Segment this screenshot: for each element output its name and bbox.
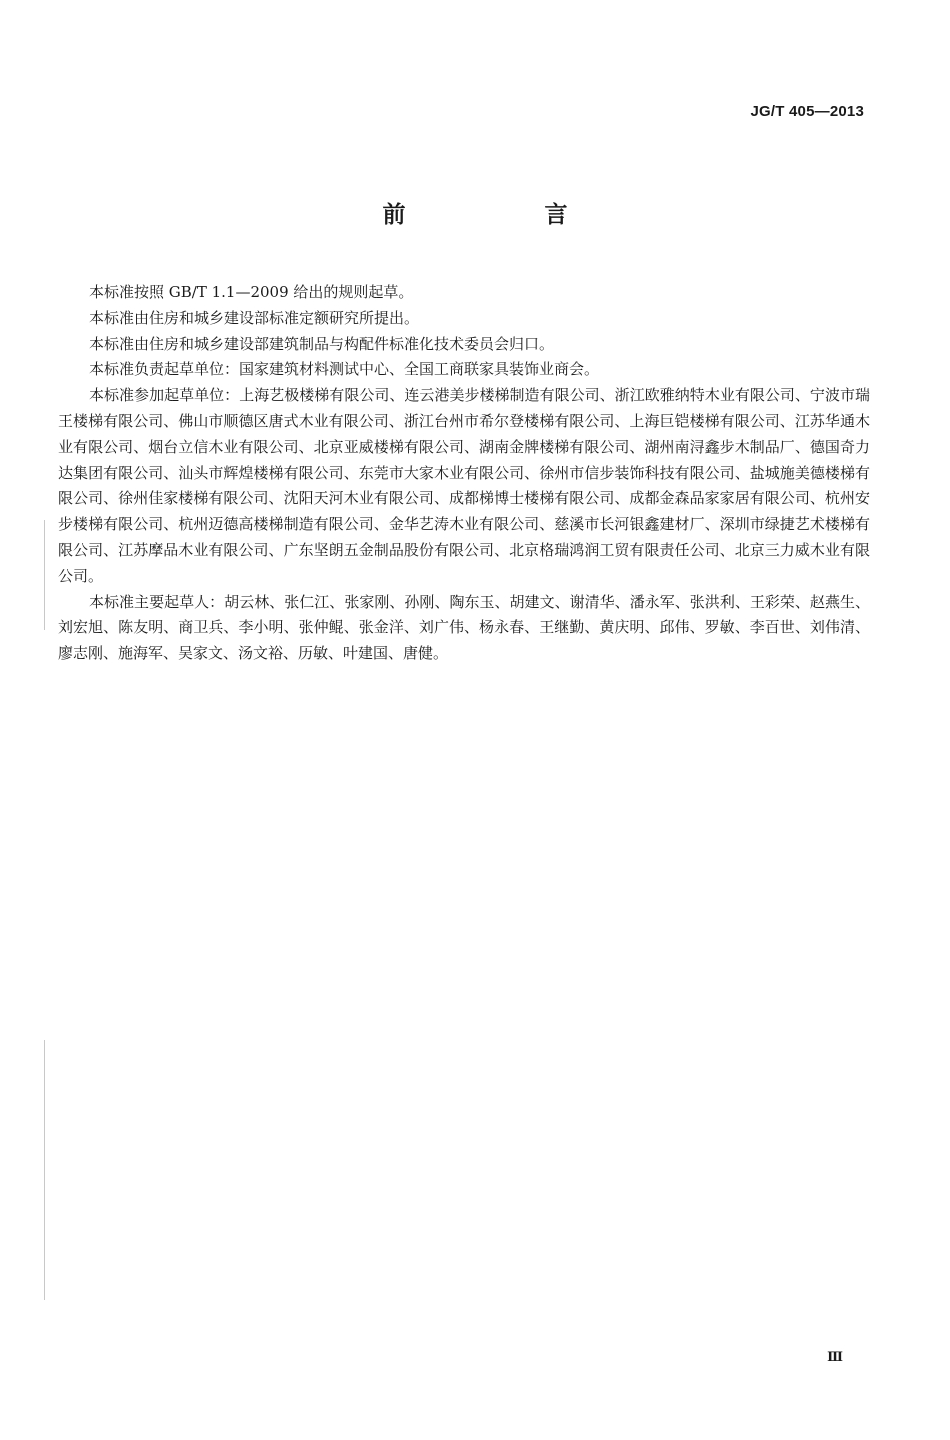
paragraph-drafting-rules: 本标准按照 GB/T 1.1—2009 给出的规则起草。 — [89, 283, 414, 301]
scan-edge-mark — [44, 520, 45, 630]
page-title: 前 言 — [382, 202, 626, 228]
paragraph-participating-units: 本标准参加起草单位：上海艺极楼梯有限公司、连云港美步楼梯制造有限公司、浙江欧雅纳特木业有限公司、宁波市瑞王楼梯有限公司、佛山市顺德区唐式木业有限公司、浙江台州市希尔登楼梯有限公司、上海巨铠楼梯有限公司、江苏华通木业有限公司、烟台立信木业有限公司、北京亚威楼梯有限公司、湖南金牌楼梯有限公司、湖州南浔鑫步木制品厂、德国奇力达集团有限公司、汕头市辉煌楼梯有限公司、东莞市大家木业有限公司、徐州市信步装饰科技有限公司、盐城施美德楼梯有限公司、徐州佳家楼梯有限公司、沈阳天河木业有限公司、成都梯博士楼梯有限公司、成都金森品家家居有限公司、杭州安步楼梯有限公司、杭州迈德高楼梯制造有限公司、金华艺涛木业有限公司、慈溪市长河银鑫建材厂、深圳市绿捷艺术楼梯有限公司、江苏摩品木业有限公司、广东坚朗五金制品股份有限公司、北京格瑞鸿润工贸有限责任公司、北京三力威木业有限公司。 — [58, 386, 870, 585]
paragraph-proposer: 本标准由住房和城乡建设部标准定额研究所提出。 — [89, 308, 420, 327]
paragraph-main-drafters: 本标准主要起草人：胡云林、张仁江、张家刚、孙刚、陶东玉、胡建文、谢清华、潘永军、张洪利、王彩荣、赵燕生、刘宏旭、陈友明、商卫兵、李小明、张仲鲲、张金洋、刘广伟、杨永春、王继勤、黄庆明、邱伟、罗敏、李百世、刘伟清、廖志刚、施海军、吴家文、汤文裕、历敏、叶建国、唐健。 — [58, 592, 870, 663]
standard-code: JG/T 405—2013 — [750, 103, 864, 120]
paragraph-responsible-units: 本标准负责起草单位：国家建筑材料测试中心、全国工商联家具装饰业商会。 — [89, 360, 600, 379]
paragraph-technical-committee: 本标准由住房和城乡建设部建筑制品与构配件标准化技术委员会归口。 — [89, 334, 555, 353]
foreword-body — [58, 280, 870, 667]
page-number: Ⅲ — [827, 1350, 842, 1365]
scan-edge-mark — [44, 1040, 45, 1300]
